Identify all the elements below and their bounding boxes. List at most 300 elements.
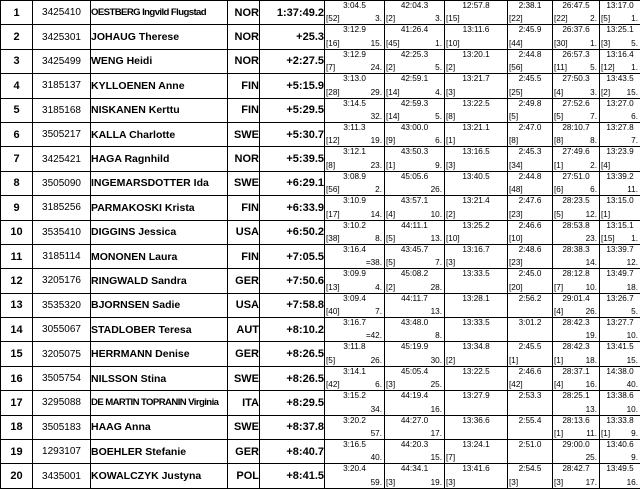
split-time: 13:39.7 [606, 244, 634, 254]
split-time: 43:57.1 [400, 196, 429, 206]
rank-cell: 4 [1, 74, 33, 98]
nation-cell: USA [228, 293, 260, 317]
split-cell [600, 269, 640, 293]
split-time: 3:12.1 [343, 147, 366, 157]
split-cell [385, 220, 445, 244]
athlete-name-cell: STADLOBER Teresa [91, 318, 228, 342]
split-time: 3:14.5 [343, 98, 366, 108]
split-rank: 12. [626, 258, 638, 268]
athlete-name-cell: RINGWALD Sandra [91, 269, 228, 293]
finish-time-cell: +7:50.6 [260, 269, 325, 293]
athlete-name-cell: JOHAUG Therese [91, 25, 228, 49]
finish-time-cell: +8:26.5 [260, 342, 325, 366]
split-bonus-rank: [8] [554, 136, 564, 146]
fis-code-cell: 3185137 [33, 74, 91, 98]
split-rank: 6. [590, 185, 597, 195]
split-rank: 32. [370, 111, 382, 121]
athlete-name-cell: DE MARTIN TOPRANIN Virginia [91, 391, 228, 415]
split-rank: 3. [590, 87, 597, 97]
nation-cell: GER [228, 440, 260, 464]
split-rank: 26. [585, 307, 597, 317]
split-rank: =38. [365, 258, 382, 268]
split-cell [445, 464, 508, 488]
split-rank: 9. [435, 160, 442, 170]
fis-code-cell: 3295088 [33, 391, 91, 415]
split-rank: 15. [370, 38, 382, 48]
split-cell [445, 318, 508, 342]
split-cell [385, 25, 445, 49]
split-cell [600, 49, 640, 73]
split-cell [508, 25, 553, 49]
split-cell [325, 171, 385, 195]
split-cell [325, 366, 385, 390]
nation-cell: FIN [228, 196, 260, 220]
nation-cell: ITA [228, 391, 260, 415]
split-cell [508, 49, 553, 73]
split-time: 28:10.7 [562, 122, 590, 132]
split-bonus-rank: [56] [509, 63, 523, 73]
split-cell [553, 196, 600, 220]
split-bonus-rank: [5] [386, 233, 396, 243]
split-cell [445, 147, 508, 171]
split-bonus-rank: [3] [554, 477, 564, 487]
split-rank: 17. [430, 429, 442, 439]
split-time: 44:20.3 [400, 440, 429, 450]
split-bonus-rank: [17] [326, 209, 340, 219]
split-rank: 23. [585, 233, 597, 243]
split-cell [325, 49, 385, 73]
split-time: 13:43.5 [606, 74, 634, 84]
split-time: 27:49.6 [562, 147, 590, 157]
split-cell [553, 269, 600, 293]
table-row [1, 171, 640, 195]
rank-cell: 7 [1, 147, 33, 171]
finish-time-cell: +25.3 [260, 25, 325, 49]
split-bonus-rank: [23] [509, 258, 523, 268]
split-cell [600, 171, 640, 195]
split-cell [325, 440, 385, 464]
split-rank: 5. [590, 63, 597, 73]
split-rank: 8. [590, 136, 597, 146]
athlete-name-cell: INGEMARSDOTTER Ida [91, 171, 228, 195]
split-cell [325, 464, 385, 488]
split-cell [445, 98, 508, 122]
split-time: 27:52.6 [562, 98, 590, 108]
split-cell [445, 415, 508, 439]
split-cell [385, 244, 445, 268]
table-row [1, 415, 640, 439]
split-time: 42:59.3 [400, 98, 429, 108]
split-time: 43:45.7 [400, 244, 429, 254]
split-rank: 10. [626, 331, 638, 341]
rank-cell: 15 [1, 342, 33, 366]
split-time: 2:46.6 [518, 366, 542, 376]
split-bonus-rank: [40] [326, 307, 340, 317]
split-time: 42:04.3 [400, 1, 429, 10]
split-time: 45:05.6 [400, 171, 429, 181]
athlete-name-cell: WENG Heidi [91, 49, 228, 73]
nation-cell: SWE [228, 122, 260, 146]
rank-cell: 8 [1, 171, 33, 195]
split-bonus-rank: [15] [446, 14, 460, 24]
split-cell [325, 1, 385, 25]
table-row [1, 440, 640, 464]
table-row [1, 196, 640, 220]
athlete-name-cell: BJORNSEN Sadie [91, 293, 228, 317]
split-cell [508, 440, 553, 464]
split-time: 13:23.9 [606, 147, 634, 157]
split-rank: 3. [435, 14, 442, 24]
split-rank: 13. [430, 307, 442, 317]
split-bonus-rank: [2] [386, 282, 396, 292]
split-rank: 7. [631, 136, 638, 146]
split-cell [600, 220, 640, 244]
split-bonus-rank: [44] [509, 38, 523, 48]
split-cell [445, 391, 508, 415]
split-time: 2:47.0 [518, 122, 542, 132]
athlete-name-cell: KYLLOENEN Anne [91, 74, 228, 98]
split-time: 12:57.8 [462, 1, 490, 10]
split-bonus-rank: [1] [601, 429, 611, 439]
split-cell [553, 415, 600, 439]
split-time: 2:55.4 [518, 415, 542, 425]
fis-code-cell: 3185168 [33, 98, 91, 122]
split-bonus-rank: [1] [601, 209, 611, 219]
fis-code-cell: 3055067 [33, 318, 91, 342]
split-cell [445, 74, 508, 98]
split-time: 3:11.8 [343, 342, 366, 352]
athlete-name-cell: NILSSON Stina [91, 366, 228, 390]
split-time: 2:44.8 [518, 49, 542, 59]
athlete-name-cell: KOWALCZYK Justyna [91, 464, 228, 488]
split-cell [553, 391, 600, 415]
fis-code-cell: 3205075 [33, 342, 91, 366]
split-bonus-rank: [23] [509, 209, 523, 219]
split-cell [508, 318, 553, 342]
split-bonus-rank: [11] [554, 63, 568, 73]
split-rank: 18. [585, 355, 597, 365]
split-time: 44:11.1 [401, 220, 428, 230]
finish-time-cell: +7:58.8 [260, 293, 325, 317]
split-rank: 9. [631, 429, 638, 439]
finish-time-cell: +5:39.5 [260, 147, 325, 171]
split-bonus-rank: [4] [386, 209, 396, 219]
split-cell [385, 342, 445, 366]
table-row [1, 391, 640, 415]
fis-code-cell: 3425410 [33, 1, 91, 25]
split-time: 2:45.9 [518, 25, 542, 35]
split-cell [553, 74, 600, 98]
split-rank: 5. [631, 307, 638, 317]
split-cell [600, 366, 640, 390]
split-rank: 11. [627, 185, 638, 195]
split-bonus-rank: [3] [386, 380, 396, 390]
split-rank: 16. [430, 404, 442, 414]
split-time: 2:44.8 [518, 171, 542, 181]
split-cell [325, 244, 385, 268]
split-rank: 14. [370, 209, 382, 219]
split-time: 44:19.4 [400, 391, 429, 401]
split-cell [385, 391, 445, 415]
split-time: 27:51.0 [562, 171, 590, 181]
split-bonus-rank: [14] [386, 87, 400, 97]
split-time: 3:20.4 [343, 464, 366, 474]
split-time: 29:01.4 [562, 293, 590, 303]
nation-cell: USA [228, 220, 260, 244]
rank-cell: 5 [1, 98, 33, 122]
split-time: 3:16.4 [343, 244, 366, 254]
split-bonus-rank: [5] [601, 14, 611, 24]
split-time: 2:51.0 [518, 440, 542, 450]
nation-cell: GER [228, 269, 260, 293]
split-bonus-rank: [1] [554, 160, 564, 170]
split-cell [325, 196, 385, 220]
split-time: 13:21.7 [462, 74, 490, 84]
split-cell [553, 244, 600, 268]
split-time: 13:11.6 [462, 25, 490, 35]
split-time: 13:39.2 [606, 171, 634, 181]
split-time: 3:12.9 [343, 49, 366, 59]
split-rank: 17. [585, 477, 597, 487]
split-cell [385, 293, 445, 317]
split-time: 2:49.8 [518, 98, 542, 108]
finish-time-cell: +8:41.5 [260, 464, 325, 488]
split-cell [325, 269, 385, 293]
split-rank: 15. [430, 453, 442, 463]
split-cell [325, 293, 385, 317]
split-bonus-rank: [3] [446, 477, 456, 487]
split-time: 27:50.3 [562, 74, 590, 84]
split-bonus-rank: [5] [554, 209, 564, 219]
finish-time-cell: +2:27.5 [260, 49, 325, 73]
split-cell [600, 122, 640, 146]
split-bonus-rank: [5] [326, 355, 336, 365]
split-time: 13:49.5 [606, 464, 634, 474]
split-cell [600, 147, 640, 171]
split-time: 13:27.9 [462, 391, 490, 401]
split-cell [553, 220, 600, 244]
table-row [1, 366, 640, 390]
split-cell [600, 196, 640, 220]
split-time: 44:27.0 [400, 415, 429, 425]
split-rank: 9. [631, 453, 638, 463]
split-rank: 30. [430, 355, 442, 365]
split-cell [508, 244, 553, 268]
split-rank: 59. [370, 477, 382, 487]
split-rank: 16. [626, 477, 638, 487]
finish-time-cell: +6:33.9 [260, 196, 325, 220]
table-row [1, 464, 640, 488]
split-bonus-rank: [10] [446, 233, 460, 243]
split-rank: 26. [430, 185, 442, 195]
finish-time-cell: +6:29.1 [260, 171, 325, 195]
split-time: 2:45.5 [518, 342, 542, 352]
split-cell [385, 464, 445, 488]
split-time: 3:11.3 [343, 122, 366, 132]
table-row [1, 293, 640, 317]
athlete-name-cell: PARMAKOSKI Krista [91, 196, 228, 220]
split-bonus-rank: [28] [326, 87, 340, 97]
split-bonus-rank: [5] [509, 111, 519, 121]
split-time: 13:16.5 [462, 147, 490, 157]
split-bonus-rank: [20] [509, 282, 523, 292]
split-cell [508, 269, 553, 293]
finish-time-cell: +5:29.5 [260, 98, 325, 122]
split-time: 3:10.2 [343, 220, 366, 230]
split-rank: 6. [375, 380, 382, 390]
split-rank: =42. [365, 331, 382, 341]
fis-code-cell: 3535410 [33, 220, 91, 244]
split-time: 13:25.2 [462, 220, 490, 230]
fis-code-cell: 3505754 [33, 366, 91, 390]
split-cell [385, 196, 445, 220]
split-rank: 10. [585, 282, 597, 292]
split-bonus-rank: [2] [446, 355, 456, 365]
split-cell [385, 171, 445, 195]
split-time: 3:09.9 [343, 269, 366, 279]
split-rank: 29. [370, 87, 382, 97]
rank-cell: 18 [1, 415, 33, 439]
split-bonus-rank: [1] [554, 429, 564, 439]
split-bonus-rank: [30] [554, 38, 568, 48]
split-bonus-rank: [22] [554, 14, 568, 24]
split-cell [385, 74, 445, 98]
split-time: 13:20.1 [462, 49, 490, 59]
athlete-name-cell: MONONEN Laura [91, 244, 228, 268]
split-rank: 2. [590, 14, 597, 24]
split-cell [325, 122, 385, 146]
split-cell [600, 293, 640, 317]
split-time: 13:24.1 [462, 440, 490, 450]
split-time: 3:15.2 [343, 391, 366, 401]
split-time: 28:42.7 [562, 464, 590, 474]
split-time: 13:27.8 [606, 122, 634, 132]
split-rank: 40. [626, 380, 638, 390]
split-bonus-rank: [42] [326, 380, 340, 390]
split-cell [553, 293, 600, 317]
split-time: 26:37.6 [562, 25, 590, 35]
split-rank: 57. [370, 429, 382, 439]
split-bonus-rank: [56] [326, 185, 340, 195]
split-time: 13:21.1 [462, 122, 490, 132]
split-time: 13:22.5 [462, 98, 490, 108]
split-rank: 19. [585, 331, 597, 341]
split-time: 26:47.5 [562, 1, 590, 10]
split-cell [508, 1, 553, 25]
finish-time-cell: +8:26.5 [260, 366, 325, 390]
split-cell [325, 342, 385, 366]
split-rank: 1. [435, 38, 442, 48]
table-row [1, 74, 640, 98]
fis-code-cell: 3535320 [33, 293, 91, 317]
split-bonus-rank: [13] [326, 282, 340, 292]
split-cell [600, 98, 640, 122]
split-bonus-rank: [4] [554, 380, 564, 390]
split-cell [325, 98, 385, 122]
split-bonus-rank: [10] [509, 233, 523, 243]
split-rank: 1. [590, 38, 597, 48]
split-time: 3:01.2 [518, 318, 542, 328]
rank-cell: 11 [1, 244, 33, 268]
split-rank: 7. [375, 307, 382, 317]
split-rank: 13. [430, 233, 442, 243]
split-rank: 12. [585, 209, 597, 219]
fis-code-cell: 3425301 [33, 25, 91, 49]
split-rank: 34. [370, 404, 382, 414]
nation-cell: SWE [228, 415, 260, 439]
fis-code-cell: 3505090 [33, 171, 91, 195]
split-bonus-rank: [9] [386, 136, 396, 146]
split-time: 2:45.0 [518, 269, 542, 279]
table-row [1, 220, 640, 244]
split-cell [445, 1, 508, 25]
split-time: 28:23.5 [562, 196, 590, 206]
split-cell [445, 269, 508, 293]
split-time: 13:27.7 [606, 318, 634, 328]
table-row [1, 122, 640, 146]
split-time: 43:50.3 [400, 147, 429, 157]
split-time: 13:27.0 [606, 98, 634, 108]
split-time: 2:53.3 [518, 391, 542, 401]
split-cell [385, 318, 445, 342]
fis-code-cell: 3505183 [33, 415, 91, 439]
rank-cell: 2 [1, 25, 33, 49]
split-rank: 3. [375, 14, 382, 24]
split-rank: 8. [435, 331, 442, 341]
split-bonus-rank: [6] [554, 185, 564, 195]
split-cell [600, 74, 640, 98]
split-time: 13:40.6 [606, 440, 634, 450]
split-time: 26:57.3 [562, 49, 590, 59]
split-time: 13:41.5 [606, 342, 634, 352]
split-bonus-rank: [8] [509, 136, 519, 146]
split-bonus-rank: [4] [601, 160, 611, 170]
split-bonus-rank: [1] [509, 355, 519, 365]
split-bonus-rank: [5] [554, 111, 564, 121]
split-time: 2:45.3 [518, 147, 542, 157]
finish-time-cell: +5:15.9 [260, 74, 325, 98]
split-cell [385, 269, 445, 293]
split-bonus-rank: [4] [554, 307, 564, 317]
split-rank: 5. [435, 63, 442, 73]
split-time: 13:33.5 [462, 269, 490, 279]
split-cell [445, 244, 508, 268]
split-time: 13:28.1 [462, 293, 490, 303]
split-cell [445, 171, 508, 195]
split-bonus-rank: [2] [386, 14, 396, 24]
split-rank: 24. [370, 63, 382, 73]
split-cell [553, 1, 600, 25]
split-rank: 10. [626, 404, 638, 414]
finish-time-cell: +5:30.7 [260, 122, 325, 146]
split-cell [600, 440, 640, 464]
split-bonus-rank: [5] [386, 258, 396, 268]
split-time: 2:46.6 [518, 220, 542, 230]
split-time: 13:33.8 [606, 415, 634, 425]
split-cell [508, 464, 553, 488]
split-time: 41:26.4 [400, 25, 429, 35]
nation-cell: NOR [228, 25, 260, 49]
finish-time-cell: +6:50.2 [260, 220, 325, 244]
split-cell [508, 220, 553, 244]
athlete-name-cell: OESTBERG Ingvild Flugstad [91, 1, 228, 25]
athlete-name-cell: BOEHLER Stefanie [91, 440, 228, 464]
split-cell [325, 220, 385, 244]
fis-code-cell: 3425421 [33, 147, 91, 171]
split-time: 13:33.5 [462, 318, 490, 328]
split-cell [600, 25, 640, 49]
split-bonus-rank: [16] [326, 38, 340, 48]
